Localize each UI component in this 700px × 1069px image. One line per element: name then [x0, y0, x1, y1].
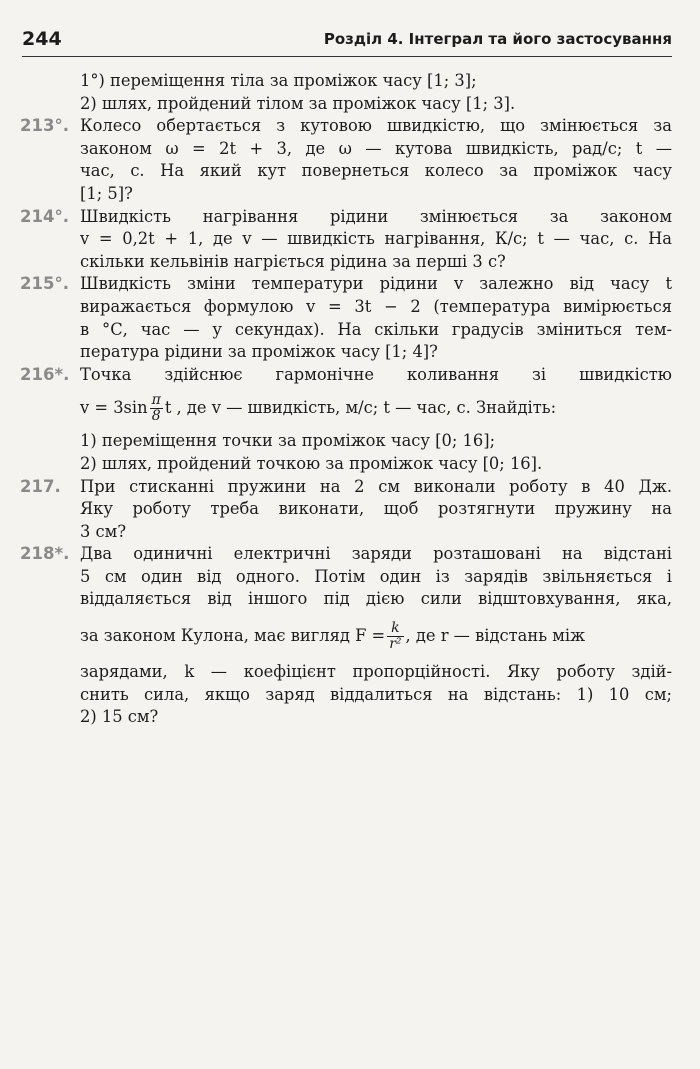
problem-row [20, 319, 672, 342]
problem-line: 2) 15 см? [80, 707, 159, 727]
problem-line: Яку роботу треба виконати, щоб розтягнути пружину на [80, 499, 672, 519]
fraction [150, 393, 163, 424]
fraction-denominator: 8 [151, 408, 161, 425]
problem-row [20, 566, 672, 589]
problem-row [20, 160, 672, 183]
problem-line: законом ω = 2t + 3, де ω — кутова швидкість, рад/с; t — [80, 138, 672, 158]
problem-line: час, с. На який кут повернеться колесо за проміжок часу [80, 161, 672, 181]
problem-line: При стисканні пружини на 2 см виконали роботу в 40 Дж. [80, 476, 672, 496]
problem-line: пература рідини за проміжок часу [1; 4]? [80, 342, 438, 362]
problem-line: Точка здійснює гармонічне коливання зі швидкістю [80, 364, 672, 384]
fraction-denominator: r² [389, 636, 402, 653]
problem-number: 217. [20, 476, 61, 496]
formula-line [20, 386, 672, 430]
problem-line: віддаляється від іншого під дією сили відштовхування, яка, [80, 589, 672, 609]
problem-216 [20, 364, 672, 387]
problem-line: [1; 5]? [80, 183, 133, 203]
problem-214 [20, 206, 672, 229]
running-head [22, 28, 672, 57]
problem-line: 2) шлях, пройдений тілом за проміжок часу [1; 3]. [80, 93, 516, 113]
problem-row [20, 138, 672, 161]
formula-text: t , де v — швидкість, м/с; t — час, с. Знайдіть: [164, 398, 557, 418]
problem-217 [20, 476, 672, 499]
problem-213 [20, 115, 672, 138]
problem-line: в °С, час — у секундах). На скільки градусів зміниться тем- [80, 319, 672, 339]
section-title: Розділ 4. Інтеграл та його застосування [323, 30, 672, 48]
fraction-numerator: π [151, 392, 161, 409]
problem-row [20, 661, 672, 684]
problem-row [20, 498, 672, 521]
problem-line: 1°) переміщення тіла за проміжок часу [1; 3]; [80, 71, 477, 90]
problem-line: Швидкість зміни температури рідини v залежно від часу t [80, 274, 672, 294]
problem-line: Два одиничні електричні заряди розташовані на відстані [80, 544, 672, 564]
problem-215 [20, 273, 672, 296]
problem-number: 213°. [20, 116, 69, 136]
problem-line: виражається формулою v = 3t − 2 (температура вимірюється [80, 296, 672, 316]
problem-line: скільки кельвінів нагріється рідина за перші 3 с? [80, 251, 506, 271]
problem-number: 214°. [20, 206, 69, 226]
problem-row [20, 296, 672, 319]
fraction [387, 621, 403, 652]
formula-text: v = 3sin [80, 398, 148, 418]
problem-number: 215°. [20, 274, 69, 294]
problem-line: 1) переміщення точки за проміжок часу [0; 16]; [80, 431, 496, 451]
problem-line: зарядами, k — коефіцієнт пропорційності. Яку роботу здій- [80, 662, 672, 682]
formula-text: , де r — відстань між [405, 626, 586, 646]
page-number: 244 [22, 28, 62, 50]
formula-text: за законом Кулона, має вигляд F = [80, 626, 386, 646]
problem-line: Швидкість нагрівання рідини змінюється за законом [80, 206, 672, 226]
problem-row [20, 588, 672, 611]
problem-line: 5 см один від одного. Потім один із зарядів звільняється і [80, 566, 672, 586]
problem-number: 218*. [20, 544, 70, 564]
problem-line: 3 см? [80, 521, 127, 541]
problem-line: 2) шлях, пройдений точкою за проміжок часу [0; 16]. [80, 453, 543, 473]
problem-218 [20, 543, 672, 566]
problem-line: Колесо обертається з кутовою швидкістю, що змінюється за [80, 116, 672, 136]
problem-line: v = 0,2t + 1, де v — швидкість нагрівання, К/с; t — час, с. На [80, 229, 672, 249]
problem-number: 216*. [20, 364, 70, 384]
fraction-numerator: k [387, 621, 403, 637]
problem-line: снить сила, якщо заряд віддалиться на відстань: 1) 10 см; [80, 684, 672, 704]
problem-row [20, 684, 672, 707]
problem-row [20, 228, 672, 251]
page-content [20, 70, 672, 729]
formula-line [20, 611, 672, 661]
